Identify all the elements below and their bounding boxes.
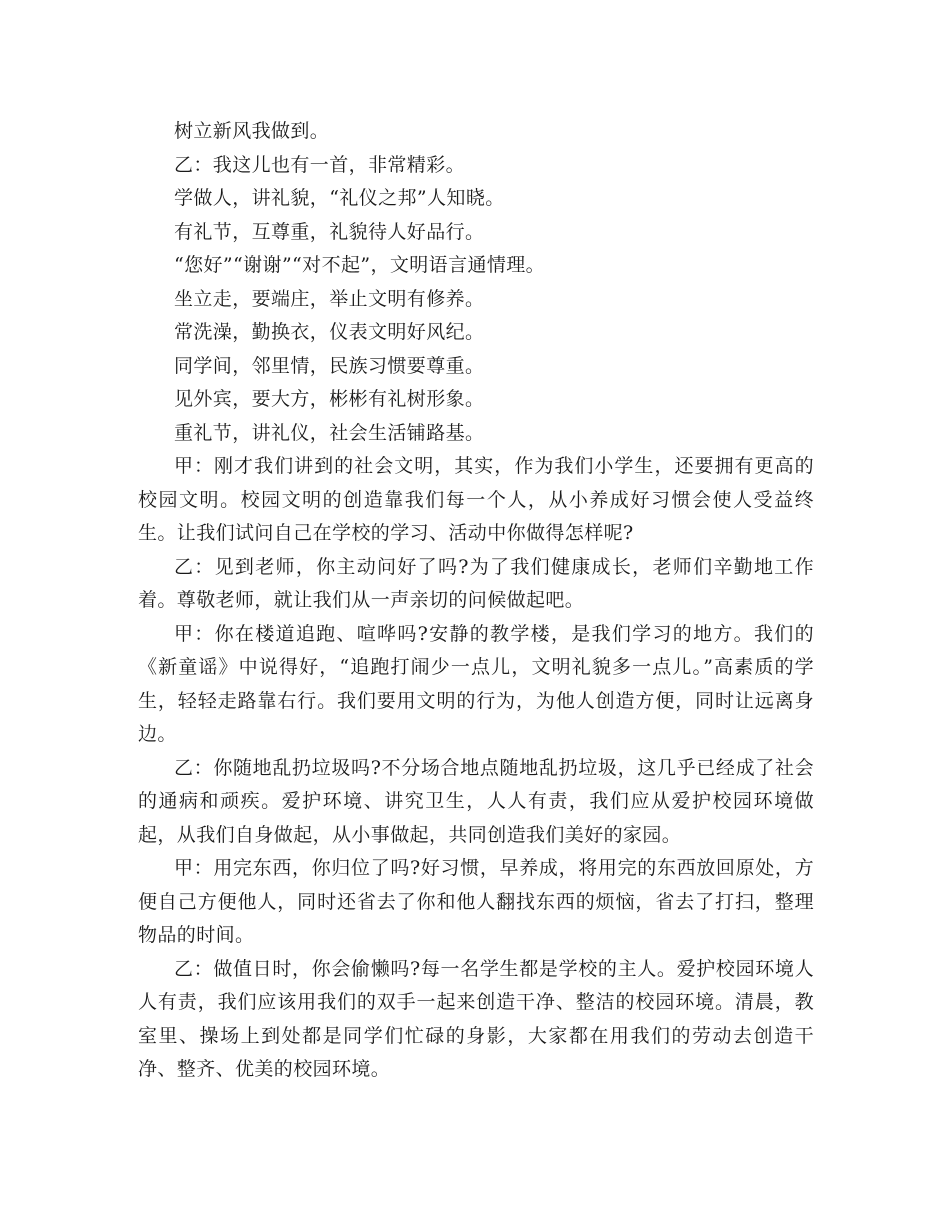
- dialogue-paragraph: 乙：做值日时，你会偷懒吗?每一名学生都是学校的主人。爱护校园环境人人有责，我们应该用我们的双手一起来创造干净、整洁的校园环境。清晨，教室里、操场上到处都是同学们忙碌的身影，大家都在用我们的劳动去创造干净、整齐、优美的校园环境。: [138, 957, 814, 1080]
- dialogue-paragraph: 乙：见到老师，你主动问好了吗?为了我们健康成长，老师们辛勤地工作着。尊敬老师，就让我们从一声亲切的问候做起吧。: [138, 555, 814, 611]
- verse-line: 常洗澡，勤换衣，仪表文明好风纪。: [174, 321, 485, 343]
- verse-line: 树立新风我做到。: [174, 120, 330, 142]
- dialogue-paragraph: 甲：刚才我们讲到的社会文明，其实，作为我们小学生，还要拥有更高的校园文明。校园文明的创造靠我们每一个人，从小养成好习惯会使人受益终生。让我们试问自己在学校的学习、活动中你做得怎样呢?: [138, 455, 814, 544]
- verse-line: 学做人，讲礼貌，“礼仪之邦”人知晓。: [174, 187, 505, 209]
- verse-line: 乙：我这儿也有一首，非常精彩。: [174, 153, 466, 176]
- verse-line: 重礼节，讲礼仪，社会生活铺路基。: [174, 421, 485, 444]
- verse-line: “您好”“谢谢”“对不起”，文明语言通情理。: [174, 254, 546, 276]
- document-body: [138, 115, 814, 1087]
- verse-line: 有礼节，互尊重，礼貌待人好品行。: [174, 220, 485, 243]
- dialogue-paragraph: 甲：你在楼道追跑、喧哗吗?安静的教学楼，是我们学习的地方。我们的《新童谣》中说得好，“追跑打闹少一点儿，文明礼貌多一点儿。”高素质的学生，轻轻走路靠右行。我们要用文明的行为，为他人创造方便，同时让远离身边。: [138, 622, 814, 745]
- dialogue-paragraph: 乙：你随地乱扔垃圾吗?不分场合地点随地乱扔垃圾，这几乎已经成了社会的通病和顽疾。爱护环境、讲究卫生，人人有责，我们应从爱护校园环境做起，从我们自身做起，从小事做起，共同创造我们美好的家园。: [138, 756, 814, 846]
- verse-line: 坐立走，要端庄，举止文明有修养。: [174, 287, 485, 310]
- dialogue-paragraph: 甲：用完东西，你归位了吗?好习惯，早养成，将用完的东西放回原处，方便自己方便他人，同时还省去了你和他人翻找东西的烦恼，省去了打扫，整理物品的时间。: [138, 857, 814, 946]
- verse-line: 见外宾，要大方，彬彬有礼树形象。: [174, 388, 485, 410]
- verse-line: 同学间，邻里情，民族习惯要尊重。: [174, 354, 485, 377]
